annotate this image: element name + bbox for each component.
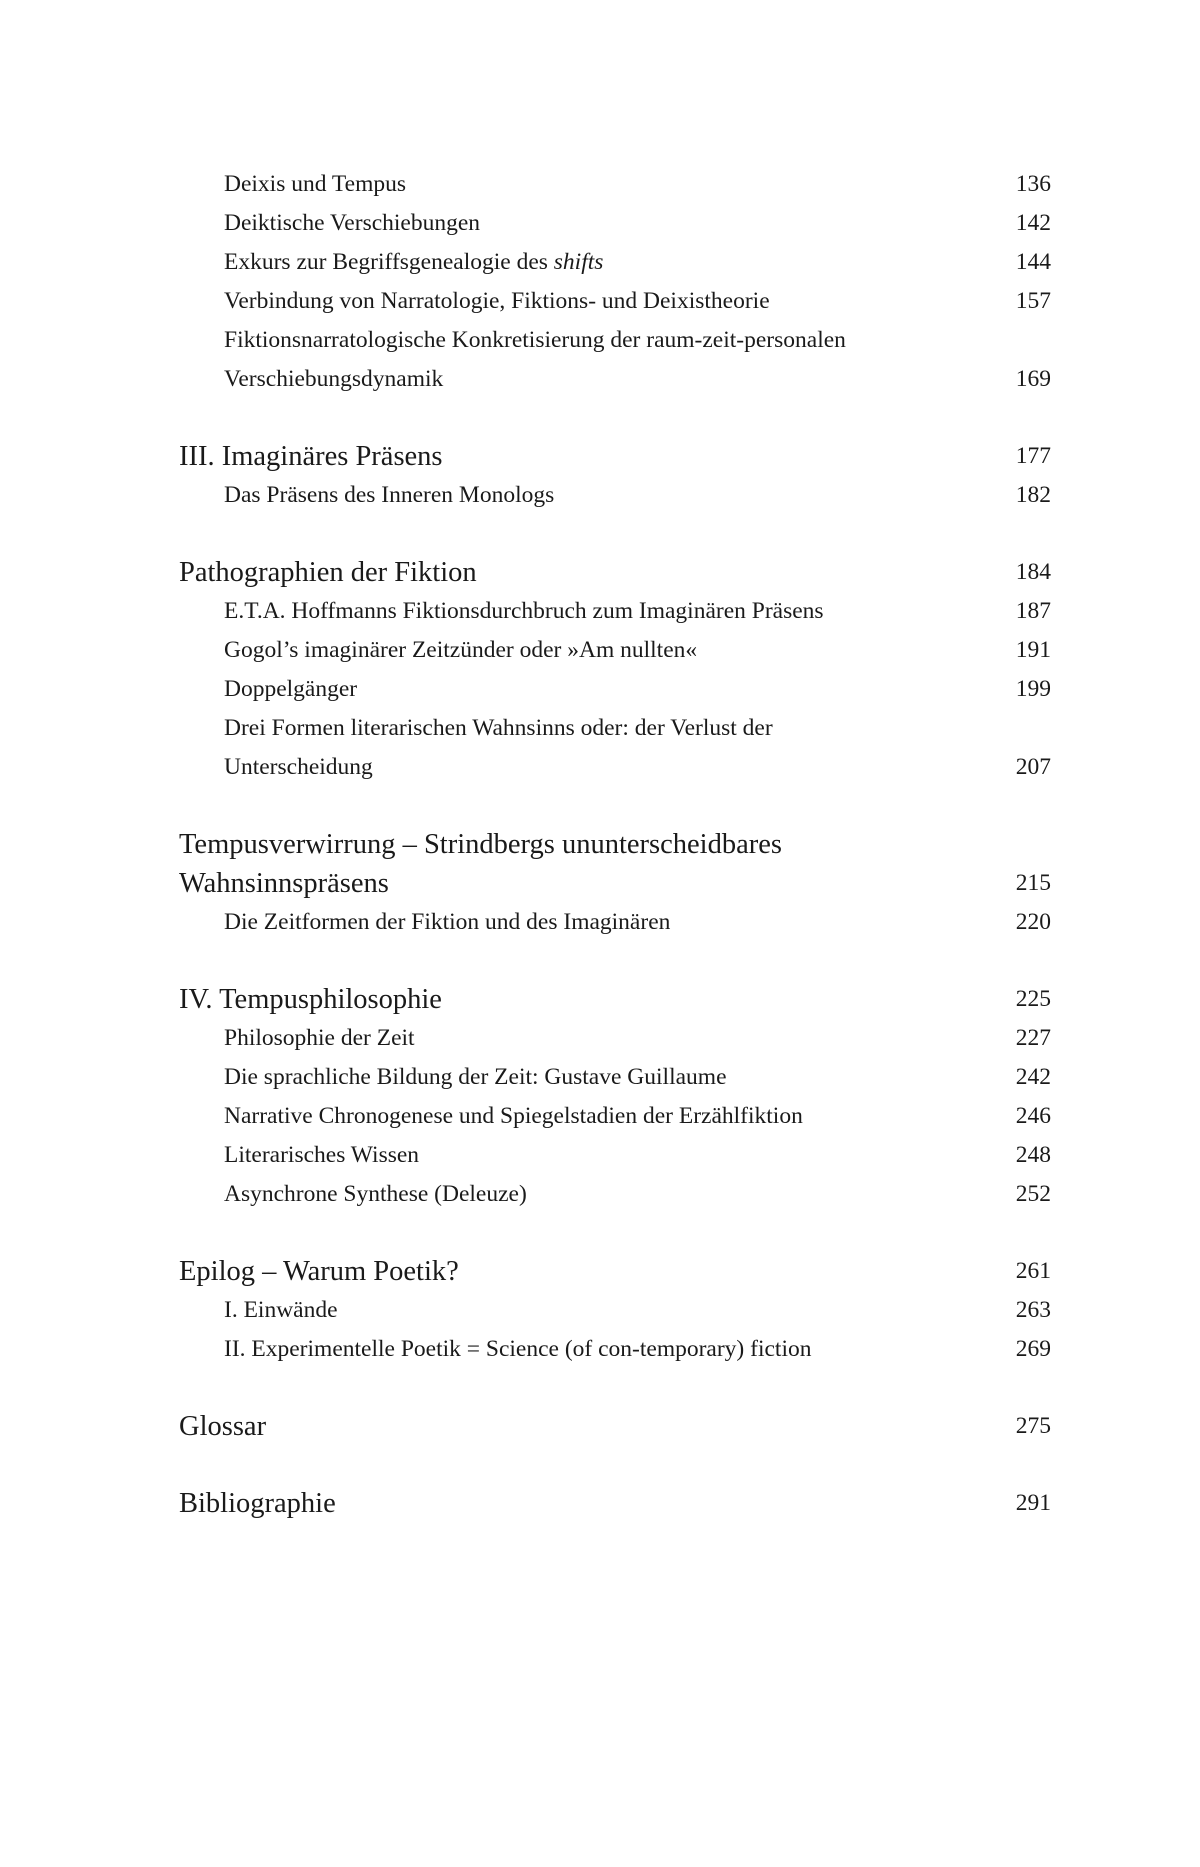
section-spacer	[179, 399, 1051, 437]
toc-entry-page-number: 136	[1015, 171, 1051, 197]
toc-entry-page-number: 144	[1015, 249, 1051, 275]
toc-entry-title	[224, 321, 1051, 399]
toc-entry-page-number: 142	[1015, 210, 1051, 236]
toc-chapter-epilog-warum-poetik[interactable]	[179, 1252, 1051, 1291]
section-spacer	[179, 515, 1051, 553]
toc-entry-die-zeitformen-der-fiktion-und-des-imaginaeren[interactable]	[179, 903, 1051, 942]
toc-entry-literarisches-wissen[interactable]	[179, 1136, 1051, 1175]
toc-entry-page-number: 207	[1015, 754, 1051, 780]
toc-entry-title-text: Literarisches Wissen	[224, 1142, 420, 1168]
toc-entry-title-text: III. Imaginäres Präsens	[179, 441, 443, 472]
toc-entry-page-number: 187	[1015, 598, 1051, 624]
toc-entry-title-text: Verbindung von Narratologie, Fiktions- und Deixistheorie	[224, 288, 770, 314]
toc-entry-page-number: 275	[1015, 1413, 1051, 1439]
toc-entry-i-einwaende[interactable]	[179, 1291, 1051, 1330]
toc-entry-drei-formen-literarischen-wahnsinns-oder-der-verlust-der[interactable]	[179, 709, 1051, 787]
toc-entry-title	[224, 1291, 1051, 1330]
toc-entry-title-text: II. Experimentelle Poetik = Science (of con-temporary) fiction	[224, 1336, 812, 1362]
toc-entry-page-number: 263	[1015, 1297, 1051, 1323]
toc-entry-title-text: Drei Formen literarischen Wahnsinns oder: der Verlust der	[224, 715, 773, 741]
toc-entry-page-number: 182	[1015, 482, 1051, 508]
toc-entry-title-line2: Unterscheidung	[224, 754, 373, 780]
toc-entry-title-text: I. Einwände	[224, 1297, 338, 1323]
toc-entry-page-number: 269	[1015, 1336, 1051, 1362]
toc-chapter-iv-tempusphilosophie[interactable]	[179, 980, 1051, 1019]
toc-entry-title	[224, 1330, 1051, 1369]
toc-entry-title-italic: shifts	[553, 249, 604, 275]
toc-entry-asynchrone-synthese-deleuze[interactable]	[179, 1175, 1051, 1214]
toc-entry-ii-experimentelle-poetik-science-of-con-temporary-fiction[interactable]	[179, 1330, 1051, 1369]
toc-entry-title	[179, 1484, 1051, 1523]
toc-entry-title	[179, 980, 1051, 1019]
toc-chapter-iii-imaginaeres-praesens[interactable]	[179, 437, 1051, 476]
toc-entry-title-line2: Wahnsinnspräsens	[179, 868, 389, 899]
toc-entry-page-number: 242	[1015, 1064, 1051, 1090]
toc-entry-title-text: Philosophie der Zeit	[224, 1025, 415, 1051]
toc-entry-title	[179, 437, 1051, 476]
toc-entry-title-text: Die Zeitformen der Fiktion und des Imaginären	[224, 909, 671, 935]
toc-entry-title-line2: Verschiebungsdynamik	[224, 366, 444, 392]
toc-entry-title-text: Fiktionsnarratologische Konkretisierung der raum-zeit-personalen	[224, 327, 846, 353]
toc-entry-title-text: Epilog – Warum Poetik?	[179, 1256, 459, 1287]
toc-entry-title	[179, 1252, 1051, 1291]
toc-entry-title	[224, 1058, 1051, 1097]
toc-entry-title	[179, 825, 1051, 903]
toc-entry-page-number: 177	[1015, 443, 1051, 469]
toc-chapter-tempusverwirrung-strindbergs-ununterscheidbares[interactable]	[179, 825, 1051, 903]
toc-entry-page-number: 220	[1015, 909, 1051, 935]
toc-entry-das-praesens-des-inneren-monologs[interactable]	[179, 476, 1051, 515]
toc-entry-title	[179, 1407, 1051, 1446]
toc-entry-title-text: Bibliographie	[179, 1488, 336, 1519]
toc-entry-page-number: 261	[1015, 1258, 1051, 1284]
toc-entry-page-number: 252	[1015, 1181, 1051, 1207]
toc-entry-exkurs-zur-begriffsgenealogie-des[interactable]	[179, 243, 1051, 282]
toc-entry-title	[224, 243, 1051, 282]
toc-entry-verbindung-von-narratologie-fiktions-und-deixistheorie[interactable]	[179, 282, 1051, 321]
toc-entry-title-text: Deiktische Verschiebungen	[224, 210, 481, 236]
section-spacer	[179, 942, 1051, 980]
toc-entry-title	[224, 476, 1051, 515]
toc-entry-die-sprachliche-bildung-der-zeit-gustave-guillaume[interactable]	[179, 1058, 1051, 1097]
toc-entry-gogol-s-imaginaerer-zeitzuender-oder-am-nullten[interactable]	[179, 631, 1051, 670]
toc-entry-title-text: Das Präsens des Inneren Monologs	[224, 482, 555, 508]
toc-entry-title	[224, 1097, 1051, 1136]
toc-entry-title	[224, 592, 1051, 631]
toc-entry-title-text: Tempusverwirrung – Strindbergs ununterscheidbares	[179, 829, 782, 860]
toc-entry-title-text: Glossar	[179, 1411, 267, 1442]
toc-entry-title	[224, 282, 1051, 321]
toc-entry-title-text: Gogol’s imaginärer Zeitzünder oder »Am nullten«	[224, 637, 698, 663]
toc-entry-title	[224, 1175, 1051, 1214]
toc-entry-page-number: 199	[1015, 676, 1051, 702]
toc-entry-e-t-a-hoffmanns-fiktionsdurchbruch-zum-imaginaeren-praesens[interactable]	[179, 592, 1051, 631]
toc-entry-page-number: 184	[1015, 559, 1051, 585]
toc-entry-page-number: 227	[1015, 1025, 1051, 1051]
toc-entry-page-number: 215	[1015, 870, 1051, 896]
toc-entry-title	[224, 709, 1051, 787]
toc-entry-deixis-und-tempus[interactable]	[179, 165, 1051, 204]
toc-entry-fiktionsnarratologische-konkretisierung-der-raum-zeit-personalen[interactable]	[179, 321, 1051, 399]
toc-entry-doppelgaenger[interactable]	[179, 670, 1051, 709]
section-spacer	[179, 787, 1051, 825]
toc-entry-page-number: 191	[1015, 637, 1051, 663]
toc-entry-title	[224, 903, 1051, 942]
toc-entry-title-text: E.T.A. Hoffmanns Fiktionsdurchbruch zum Imaginären Präsens	[224, 598, 824, 624]
toc-entry-title	[179, 553, 1051, 592]
toc-entry-title	[224, 204, 1051, 243]
toc-entry-page-number: 248	[1015, 1142, 1051, 1168]
toc-chapter-glossar[interactable]	[179, 1407, 1051, 1446]
toc-entry-philosophie-der-zeit[interactable]	[179, 1019, 1051, 1058]
toc-entry-title-text: IV. Tempusphilosophie	[179, 984, 442, 1015]
toc-entry-title	[224, 631, 1051, 670]
section-spacer	[179, 1446, 1051, 1484]
toc-entry-title	[224, 670, 1051, 709]
toc-entry-page-number: 157	[1015, 288, 1051, 314]
toc-entry-title-text: Narrative Chronogenese und Spiegelstadien der Erzählfiktion	[224, 1103, 803, 1129]
toc-entry-page-number: 246	[1015, 1103, 1051, 1129]
table-of-contents	[179, 165, 1051, 1523]
toc-entry-title-text: Deixis und Tempus	[224, 171, 406, 197]
toc-entry-title-text: Doppelgänger	[224, 676, 358, 702]
toc-entry-title-text: Pathographien der Fiktion	[179, 557, 477, 588]
toc-chapter-bibliographie[interactable]	[179, 1484, 1051, 1523]
toc-entry-page-number: 225	[1015, 986, 1051, 1012]
toc-entry-title	[224, 165, 1051, 204]
toc-entry-page-number: 291	[1015, 1490, 1051, 1516]
toc-entry-title	[224, 1019, 1051, 1058]
toc-entry-title-text: Exkurs zur Begriffsgenealogie des	[224, 249, 548, 275]
section-spacer	[179, 1214, 1051, 1252]
section-spacer	[179, 1369, 1051, 1407]
toc-chapter-pathographien-der-fiktion[interactable]	[179, 553, 1051, 592]
toc-entry-title-text: Die sprachliche Bildung der Zeit: Gustave Guillaume	[224, 1064, 727, 1090]
toc-entry-title-text: Asynchrone Synthese (Deleuze)	[224, 1181, 527, 1207]
toc-entry-page-number: 169	[1015, 366, 1051, 392]
toc-entry-deiktische-verschiebungen[interactable]	[179, 204, 1051, 243]
toc-entry-narrative-chronogenese-und-spiegelstadien-der-erzaehlfiktion[interactable]	[179, 1097, 1051, 1136]
toc-entry-title	[224, 1136, 1051, 1175]
